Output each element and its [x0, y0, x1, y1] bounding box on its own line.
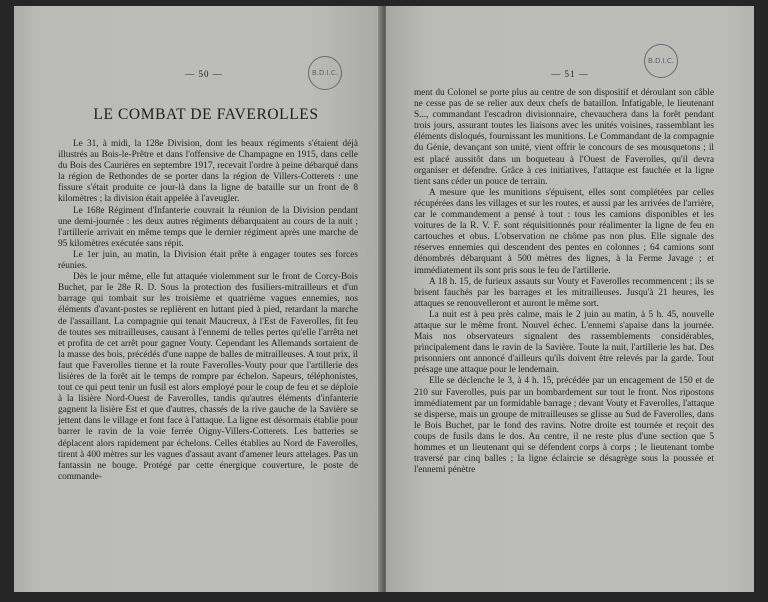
left-page: [14, 6, 382, 592]
library-stamp: B.D.I.C.: [644, 44, 678, 78]
page-number: — 50 —: [185, 69, 223, 79]
paragraph: Elle se déclenche le 3, à 4 h. 15, précédée par un encagement de 150 et de 210 sur Faverolles, puis par un bombardement sur tout le front. Nos ripostons immédiatement par un formidable barrage ; devant Vouty et Faverolles, l'attaque se disperse, mais un groupe de mitrailleuses se glisse au Sud de Faverolles, dans le Bois Buchet, par le fond des ravins. Notre droite est tournée et reçoit des coups de fusils dans le dos. Au centre, il ne reste plus d'une section que 5 hommes et un lieutenant qui se défendent corps à corps ; le lieutenant tombe traversé par cinq balles ; la ligne éclaircie se désagrège sous la poussée et l'ennemi pénètre: [414, 376, 714, 476]
paragraph: ment du Colonel se porte plus au centre de son dispositif et déroulant son câble ne cesse pas de se relier aux deux chefs de bataillon. Infatigable, le lieutenant S..., commandant l'escadron divisionnaire, chevauchera dans la forêt pendant trois jours, assurant toutes les liaisons avec les unités voisines, rassemblant les éléments disloqués, fournissant les munitions. Le Commandant de la compagnie du Génie, devançant son unité, vient offrir le concours de ses mousquetons ; il est placé aussitôt dans un boqueteau à l'Ouest de Faverolles, qu'il devra organiser et défendre. Grâce à ces initiatives, l'attaque est fauchée et la ligne tient sans céder un pouce de terrain.: [414, 88, 714, 187]
paragraph: La nuit est à peu près calme, mais le 2 juin au matin, à 5 h. 45, nouvelle attaque sur le même front. Nouvel échec. L'ennemi s'apaise dans la journée. Mais nos observateurs signalent des rassemblements considérables, principalement dans le ravin de la Savière. Toute la nuit, l'artillerie les bat. Des prisonniers ont annoncé d'ailleurs qu'ils doivent être relevés par la garde. Tout présage une attaque pour le lendemain.: [414, 309, 714, 376]
right-page: [386, 6, 754, 592]
body-text: [58, 139, 358, 483]
paragraph: Dès le jour même, elle fut attaquée violemment sur le front de Corcy-Bois Buchet, par le 28e R. D. Sous la protection des fusiliers-mitrailleurs et d'un barrage qui tombait sur les troisième et quatrième vagues ennemies, nos éléments d'avant-postes se replièrent en luttant pied à pied, retardant la marche de l'assaillant. La compagnie qui tenait Maucreux, à l'Est de Faverolles, fit feu de toutes ses mitrailleuses, causant à l'ennemi de telles pertes qu'elle l'arrêta net et profita de cet arrêt pour gagner Vouty. Cependant les Allemands sortaient de la masse des bois, précédés d'une nappe de balles de mitrailleuses. A tout prix, il faut que Faverolles tienne et la route Faverolles-Vouty pour que l'artillerie des lisières de la forêt ait le temps de rompre par échelon. Sapeurs, téléphonistes, tout ce qui peut tenir un fusil est alors employé pour le coup de feu et se déploie à la lisière Nord-Ouest de Faverolles, tandis qu'autres éléments d'infanterie gagnent la lisière Est et que d'autres, chassés de la rive gauche de la Savière se jettent dans le village et font face à l'attaque. La ligne est désormais établie pour barrer le ravin de la voie ferrée Oigny-Villers-Cotterets. Les batteries se déplacent alors rapidement par échelons. Celles établies au Nord de Faverolles, tirent à 400 mètres sur les vagues d'assaut avant d'amener leurs attelages. Pas un fantassin ne bouge. Protégé par cette énergique couverture, le poste de commande-: [58, 272, 358, 482]
chapter-title: LE COMBAT DE FAVEROLLES: [93, 106, 319, 123]
paragraph: A 18 h. 15, de furieux assauts sur Vouty et Faverolles recommencent ; ils se brisent fauchés par les barrages et les mitrailleuses. Jusqu'à 21 heures, les attaques se renouvelleront et auront le même sort.: [414, 276, 714, 309]
paragraph: Le 1er juin, au matin, la Division était prête à engager toutes ses forces réunies.: [58, 249, 358, 272]
page-number: — 51 —: [551, 69, 589, 79]
paragraph: Le 31, à midi, la 128e Division, dont les beaux régiments s'étaient déjà illustrés au Bois-le-Prêtre et dans l'offensive de Champagne en 1915, dans celle du Bois des Caurières en septembre 1917, recevait l'ordre à peine débarqué dans la région de Rethondes de se porter dans la région de Villers-Cotterets : une fissure s'était produite ce jour-là dans la ligne de bataille sur un front de 8 kilomètres ; la division était appelée à l'aveugler.: [58, 139, 358, 205]
paragraph: A mesure que les munitions s'épuisent, elles sont complétées par celles récupérées dans les villages et sur les routes, et aussi par les arrivées de l'arrière, car le commandement a pensé à tout : tous les camions disponibles et les voitures de la R. V. F. sont réquisitionnés pour réalimenter la ligne de feu en cartouches et obus. L'observation ne chôme pas non plus. Elle signale des réserves ennemies qui descendent des pentes en colonnes ; 64 camions sont dénombrés débarquant à 500 mètres des lignes, à la Ferme Javage ; et immédiatement ils sont pris sous le feu de l'artillerie.: [414, 187, 714, 276]
paragraph: Le 168e Régiment d'Infanterie couvrait la réunion de la Division pendant une demi-journée : les deux autres régiments débarquaient au cours de la nuit ; l'artillerie arrivait en même temps que le dernier régiment après une marche de 95 kilomètres exécutée sans répit.: [58, 205, 358, 249]
library-stamp: B.D.I.C.: [308, 56, 342, 90]
body-text: [414, 88, 714, 476]
